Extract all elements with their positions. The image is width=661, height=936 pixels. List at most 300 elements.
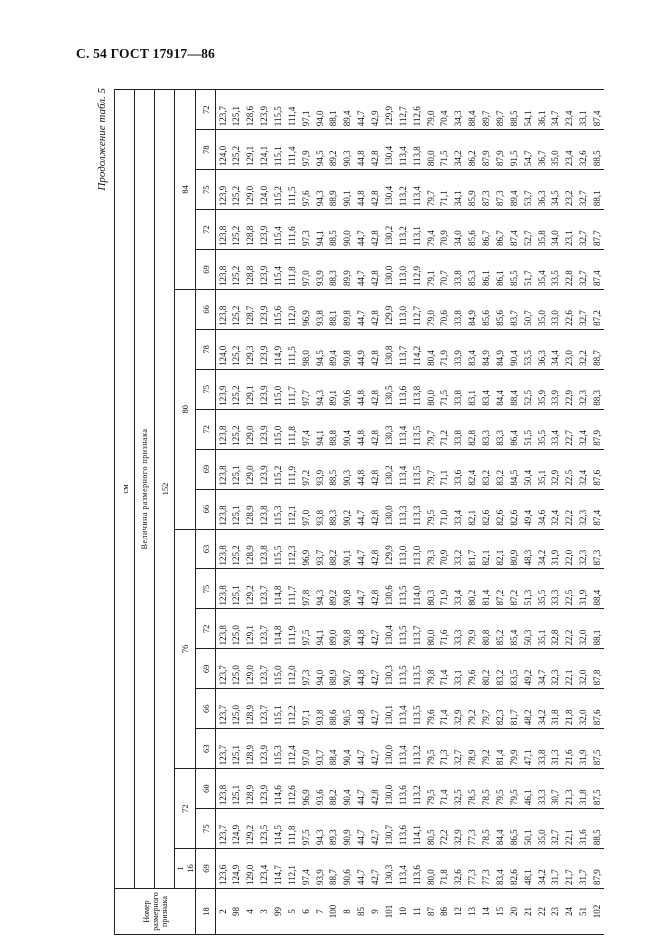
value-cell: 128,7 — [243, 289, 257, 329]
value-cell: 23,4 — [562, 130, 576, 170]
sub-label-row — [196, 89, 216, 934]
value-cell: 90,7 — [340, 649, 354, 689]
value-cell: 94,3 — [313, 369, 327, 409]
value-cell: 21,6 — [562, 729, 576, 769]
value-cell: 79,5 — [424, 769, 438, 809]
value-cell: 81,4 — [493, 729, 507, 769]
value-cell: 32,2 — [576, 329, 590, 369]
value-cell: 129,3 — [243, 329, 257, 369]
value-cell: 125,2 — [229, 130, 243, 170]
value-cell: 82,1 — [479, 529, 493, 569]
sub-label: 75 — [196, 369, 216, 409]
sub-label: 72 — [196, 409, 216, 449]
value-cell: 34,2 — [535, 529, 549, 569]
value-cell: 93,7 — [313, 729, 327, 769]
value-cell: 32,4 — [549, 489, 563, 529]
value-cell: 115,4 — [271, 210, 285, 250]
row-number-cell: 20 — [507, 889, 521, 935]
value-cell: 22,7 — [562, 409, 576, 449]
table-row — [285, 89, 299, 934]
value-cell: 34,5 — [549, 170, 563, 210]
value-cell: 84,9 — [479, 329, 493, 369]
value-cell: 79,3 — [424, 529, 438, 569]
value-cell: 35,1 — [535, 609, 549, 649]
value-cell: 22,2 — [562, 489, 576, 529]
value-cell: 97,7 — [299, 369, 313, 409]
value-cell: 48,3 — [521, 529, 535, 569]
value-cell: 85,4 — [507, 609, 521, 649]
value-cell: 78,5 — [465, 769, 479, 809]
table-row — [243, 89, 257, 934]
value-cell: 111,5 — [285, 170, 299, 210]
value-cell: 34,2 — [535, 849, 549, 889]
value-cell: 97,1 — [299, 89, 313, 129]
value-cell: 79,1 — [424, 250, 438, 290]
value-cell: 88,6 — [327, 689, 341, 729]
value-cell: 112,7 — [396, 89, 410, 129]
value-cell: 115,0 — [271, 369, 285, 409]
row-number-cell: 22 — [535, 889, 549, 935]
value-cell: 32,6 — [451, 849, 465, 889]
value-cell: 93,9 — [313, 849, 327, 889]
value-cell: 70,4 — [438, 89, 452, 129]
row-number-cell: 86 — [438, 889, 452, 935]
value-cell: 114,1 — [410, 809, 424, 849]
sub-label: 69 — [196, 849, 216, 889]
value-cell: 80,5 — [424, 809, 438, 849]
value-cell: 82,6 — [493, 489, 507, 529]
value-cell: 129,1 — [243, 609, 257, 649]
table-row — [424, 89, 438, 934]
value-cell: 32,0 — [576, 689, 590, 729]
value-cell: 22,6 — [562, 289, 576, 329]
value-cell: 42,9 — [368, 89, 382, 129]
value-cell: 97,3 — [299, 649, 313, 689]
value-cell: 44,7 — [354, 729, 368, 769]
value-cell: 115,2 — [271, 449, 285, 489]
group-label: 76 — [175, 529, 196, 769]
value-cell: 114,7 — [271, 849, 285, 889]
value-cell: 90,4 — [340, 409, 354, 449]
value-cell: 86,1 — [493, 250, 507, 290]
value-cell: 123,8 — [216, 250, 230, 290]
value-cell: 31,9 — [549, 529, 563, 569]
value-cell: 94,5 — [313, 329, 327, 369]
value-cell: 87,9 — [479, 130, 493, 170]
value-cell: 78,9 — [465, 729, 479, 769]
value-cell: 113,4 — [396, 689, 410, 729]
value-cell: 89,7 — [479, 89, 493, 129]
value-cell: 22,5 — [562, 449, 576, 489]
value-cell: 112,3 — [285, 529, 299, 569]
data-table — [114, 89, 604, 935]
value-cell: 22,1 — [562, 649, 576, 689]
value-cell: 71,2 — [438, 409, 452, 449]
sub-label: 75 — [196, 170, 216, 210]
row-number-cell: 87 — [424, 889, 438, 935]
value-cell: 87,7 — [590, 210, 604, 250]
value-cell: 93,8 — [313, 289, 327, 329]
continuation-label: Продолжение табл. 5 — [96, 88, 108, 191]
value-cell: 94,1 — [313, 409, 327, 449]
index-1-label: 1 — [175, 866, 185, 871]
row-number-cell: 10 — [396, 889, 410, 935]
value-cell: 123,8 — [216, 289, 230, 329]
value-cell: 87,3 — [590, 529, 604, 569]
value-cell: 85,9 — [465, 170, 479, 210]
value-cell: 33,8 — [535, 729, 549, 769]
value-cell: 111,6 — [285, 210, 299, 250]
value-cell: 33,4 — [451, 489, 465, 529]
value-cell: 33,3 — [549, 569, 563, 609]
value-cell: 88,4 — [590, 569, 604, 609]
value-cell: 50,4 — [521, 449, 535, 489]
value-cell: 22,2 — [562, 609, 576, 649]
sub-label: 66 — [196, 489, 216, 529]
value-cell: 87,6 — [590, 449, 604, 489]
value-cell: 32,7 — [576, 250, 590, 290]
sub-label: 66 — [196, 289, 216, 329]
index-16-label: 16 — [185, 864, 195, 873]
value-cell: 115,5 — [271, 529, 285, 569]
value-cell: 130,4 — [382, 170, 396, 210]
value-cell: 30,7 — [549, 769, 563, 809]
value-cell: 33,8 — [451, 409, 465, 449]
value-cell: 123,8 — [216, 210, 230, 250]
value-cell: 97,0 — [299, 729, 313, 769]
value-cell: 96,9 — [299, 289, 313, 329]
value-cell: 130,5 — [382, 369, 396, 409]
value-cell: 22,8 — [562, 250, 576, 290]
value-cell: 115,1 — [271, 689, 285, 729]
value-cell: 123,9 — [257, 369, 271, 409]
value-cell: 53,5 — [521, 329, 535, 369]
value-cell: 84,9 — [465, 289, 479, 329]
value-cell: 112,9 — [410, 250, 424, 290]
value-cell: 125,1 — [229, 569, 243, 609]
row-number-cell: 100 — [327, 889, 341, 935]
value-cell: 51,7 — [521, 250, 535, 290]
value-cell: 97,4 — [299, 849, 313, 889]
value-cell: 87,2 — [493, 569, 507, 609]
value-cell: 130,3 — [382, 649, 396, 689]
value-cell: 98,0 — [299, 329, 313, 369]
value-cell: 113,3 — [396, 489, 410, 529]
value-cell: 123,8 — [216, 449, 230, 489]
value-cell: 113,5 — [410, 649, 424, 689]
value-cell: 42,7 — [368, 609, 382, 649]
table-row — [313, 89, 327, 934]
value-cell: 129,0 — [243, 170, 257, 210]
value-cell: 88,3 — [327, 489, 341, 529]
sub-label: 69 — [196, 449, 216, 489]
value-cell: 125,2 — [229, 250, 243, 290]
row-number-cell: 3 — [257, 889, 271, 935]
sub-label: 66 — [196, 689, 216, 729]
value-cell: 86,2 — [465, 130, 479, 170]
value-cell: 90,4 — [507, 329, 521, 369]
table-row — [576, 89, 590, 934]
value-cell: 54,7 — [521, 130, 535, 170]
value-cell: 123,9 — [257, 409, 271, 449]
value-cell: 44,8 — [354, 649, 368, 689]
value-cell: 86,4 — [507, 409, 521, 449]
value-cell: 123,9 — [216, 170, 230, 210]
sub-label: 75 — [196, 569, 216, 609]
value-cell: 123,7 — [257, 609, 271, 649]
value-cell: 88,2 — [327, 769, 341, 809]
value-cell: 21,7 — [562, 849, 576, 889]
value-cell: 93,9 — [313, 449, 327, 489]
value-cell: 36,1 — [535, 89, 549, 129]
value-cell: 35,1 — [535, 449, 549, 489]
value-cell: 47,1 — [521, 729, 535, 769]
value-cell: 35,0 — [535, 289, 549, 329]
row-header: Номер размерного признака — [115, 889, 196, 935]
value-cell: 115,2 — [271, 170, 285, 210]
value-cell: 82,8 — [465, 409, 479, 449]
value-cell: 112,2 — [285, 689, 299, 729]
value-cell: 123,9 — [257, 729, 271, 769]
value-cell: 87,4 — [507, 210, 521, 250]
value-cell: 89,2 — [327, 130, 341, 170]
value-cell: 129,1 — [243, 369, 257, 409]
value-cell: 113,6 — [410, 849, 424, 889]
value-cell: 42,8 — [368, 170, 382, 210]
value-cell: 35,0 — [535, 809, 549, 849]
value-cell: 123,8 — [257, 529, 271, 569]
value-cell: 125,0 — [229, 689, 243, 729]
value-cell: 85,5 — [507, 250, 521, 290]
table-head — [115, 89, 216, 934]
value-cell: 34,7 — [535, 649, 549, 689]
value-cell: 77,3 — [465, 849, 479, 889]
value-cell: 85,3 — [465, 250, 479, 290]
value-cell: 123,9 — [257, 289, 271, 329]
value-cell: 90,4 — [340, 729, 354, 769]
value-cell: 115,5 — [271, 89, 285, 129]
value-cell: 123,8 — [216, 609, 230, 649]
row-number-cell: 85 — [354, 889, 368, 935]
value-cell: 71,9 — [438, 329, 452, 369]
value-cell: 33,8 — [451, 250, 465, 290]
value-cell: 124,1 — [257, 130, 271, 170]
value-cell: 44,7 — [354, 849, 368, 889]
value-cell: 33,3 — [451, 609, 465, 649]
value-cell: 129,0 — [243, 849, 257, 889]
height-header: 152 — [155, 89, 175, 888]
value-cell: 90,2 — [340, 489, 354, 529]
value-cell: 123,7 — [257, 649, 271, 689]
table-row — [410, 89, 424, 934]
value-cell: 82,4 — [465, 449, 479, 489]
value-cell: 35,5 — [535, 409, 549, 449]
value-cell: 34,2 — [535, 689, 549, 729]
value-cell: 34,2 — [451, 130, 465, 170]
value-cell: 90,8 — [340, 329, 354, 369]
value-cell: 42,8 — [368, 289, 382, 329]
value-cell: 113,5 — [410, 449, 424, 489]
row-number-cell: 5 — [285, 889, 299, 935]
value-cell: 123,9 — [257, 769, 271, 809]
value-cell: 113,4 — [410, 170, 424, 210]
row-number-cell: 99 — [271, 889, 285, 935]
value-cell: 88,4 — [507, 369, 521, 409]
value-cell: 33,6 — [451, 449, 465, 489]
value-cell: 34,1 — [451, 170, 465, 210]
value-cell: 90,5 — [340, 689, 354, 729]
value-cell: 130,2 — [382, 449, 396, 489]
value-cell: 130,6 — [382, 569, 396, 609]
value-cell: 111,4 — [285, 89, 299, 129]
value-cell: 83,2 — [493, 649, 507, 689]
value-cell: 90,8 — [340, 569, 354, 609]
value-cell: 42,8 — [368, 489, 382, 529]
value-cell: 112,0 — [285, 649, 299, 689]
value-cell: 79,5 — [507, 769, 521, 809]
value-cell: 42,8 — [368, 449, 382, 489]
value-cell: 90,0 — [340, 210, 354, 250]
value-cell: 83,4 — [479, 369, 493, 409]
value-cell: 87,4 — [590, 250, 604, 290]
table-row — [327, 89, 341, 934]
value-cell: 42,8 — [368, 130, 382, 170]
value-cell: 115,4 — [271, 250, 285, 290]
value-cell: 115,0 — [271, 409, 285, 449]
value-cell: 54,1 — [521, 89, 535, 129]
value-cell: 50,1 — [521, 809, 535, 849]
value-cell: 51,3 — [521, 569, 535, 609]
value-cell: 88,5 — [590, 130, 604, 170]
value-cell: 44,8 — [354, 409, 368, 449]
row-number-cell: 13 — [465, 889, 479, 935]
value-cell: 42,8 — [368, 569, 382, 609]
value-cell: 90,6 — [340, 369, 354, 409]
row-number-cell: 6 — [299, 889, 313, 935]
value-cell: 32,7 — [576, 170, 590, 210]
value-cell: 111,7 — [285, 369, 299, 409]
value-cell: 125,1 — [229, 489, 243, 529]
value-cell: 33,9 — [549, 369, 563, 409]
row-number-cell: 21 — [521, 889, 535, 935]
value-cell: 128,9 — [243, 689, 257, 729]
value-cell: 90,8 — [340, 609, 354, 649]
value-cell: 71,3 — [438, 729, 452, 769]
value-cell: 94,3 — [313, 569, 327, 609]
value-cell: 71,5 — [438, 130, 452, 170]
value-cell: 70,7 — [438, 250, 452, 290]
value-cell: 123,7 — [216, 89, 230, 129]
value-cell: 114,8 — [271, 609, 285, 649]
value-cell: 89,9 — [340, 250, 354, 290]
value-cell: 84,4 — [493, 809, 507, 849]
value-cell: 88,5 — [507, 89, 521, 129]
value-cell: 112,7 — [410, 289, 424, 329]
sub-label: 78 — [196, 130, 216, 170]
value-cell: 83,4 — [493, 849, 507, 889]
value-cell: 94,5 — [313, 130, 327, 170]
value-cell: 88,3 — [327, 250, 341, 290]
value-cell: 88,9 — [327, 170, 341, 210]
value-cell: 112,1 — [285, 489, 299, 529]
value-cell: 31,8 — [576, 769, 590, 809]
value-cell: 113,5 — [396, 569, 410, 609]
value-cell: 124,0 — [216, 329, 230, 369]
value-cell: 21,3 — [562, 769, 576, 809]
value-cell: 123,8 — [257, 489, 271, 529]
table-row — [396, 89, 410, 934]
value-cell: 36,3 — [535, 170, 549, 210]
value-cell: 31,9 — [576, 729, 590, 769]
value-cell: 111,5 — [285, 329, 299, 369]
value-cell: 79,2 — [479, 729, 493, 769]
value-cell: 93,7 — [313, 529, 327, 569]
table-row — [216, 89, 230, 934]
value-cell: 81,7 — [507, 689, 521, 729]
value-cell: 114,8 — [271, 569, 285, 609]
value-cell: 33,5 — [549, 250, 563, 290]
value-cell: 32,3 — [576, 369, 590, 409]
value-cell: 129,2 — [243, 809, 257, 849]
table-row — [382, 89, 396, 934]
value-cell: 80,3 — [424, 569, 438, 609]
value-cell: 89,4 — [327, 329, 341, 369]
value-cell: 94,3 — [313, 809, 327, 849]
row-number-cell: 98 — [229, 889, 243, 935]
value-cell: 32,7 — [451, 729, 465, 769]
value-cell: 113,5 — [410, 409, 424, 449]
value-cell: 93,8 — [313, 689, 327, 729]
value-cell: 87,3 — [479, 170, 493, 210]
value-cell: 113,7 — [410, 609, 424, 649]
value-cell: 124,0 — [257, 170, 271, 210]
value-cell: 115,6 — [271, 289, 285, 329]
value-cell: 44,7 — [354, 569, 368, 609]
row-number-cell: 101 — [382, 889, 396, 935]
value-cell: 32,4 — [576, 409, 590, 449]
value-cell: 125,0 — [229, 649, 243, 689]
value-cell: 36,7 — [535, 130, 549, 170]
value-cell: 31,8 — [549, 689, 563, 729]
row-number-cell: 11 — [410, 889, 424, 935]
value-cell: 35,5 — [535, 569, 549, 609]
value-cell: 87,2 — [507, 569, 521, 609]
value-cell: 112,6 — [410, 89, 424, 129]
value-cell: 83,3 — [493, 409, 507, 449]
value-cell: 86,7 — [479, 210, 493, 250]
value-cell: 90,3 — [340, 130, 354, 170]
value-cell: 128,9 — [243, 489, 257, 529]
value-cell: 85,6 — [479, 289, 493, 329]
value-cell: 32,9 — [451, 809, 465, 849]
value-cell: 88,1 — [327, 89, 341, 129]
table-row — [549, 89, 563, 934]
value-cell: 79,9 — [507, 729, 521, 769]
value-cell: 114,9 — [271, 329, 285, 369]
value-cell: 93,6 — [313, 769, 327, 809]
value-cell: 32,9 — [451, 689, 465, 729]
value-cell: 31,7 — [576, 849, 590, 889]
value-cell: 97,5 — [299, 809, 313, 849]
value-cell: 125,1 — [229, 769, 243, 809]
value-cell: 123,6 — [216, 849, 230, 889]
value-cell: 70,9 — [438, 210, 452, 250]
row-number-cell: 24 — [562, 889, 576, 935]
sub-label: 72 — [196, 89, 216, 129]
value-cell: 87,5 — [590, 769, 604, 809]
value-cell: 88,4 — [327, 729, 341, 769]
value-cell: 44,7 — [354, 250, 368, 290]
